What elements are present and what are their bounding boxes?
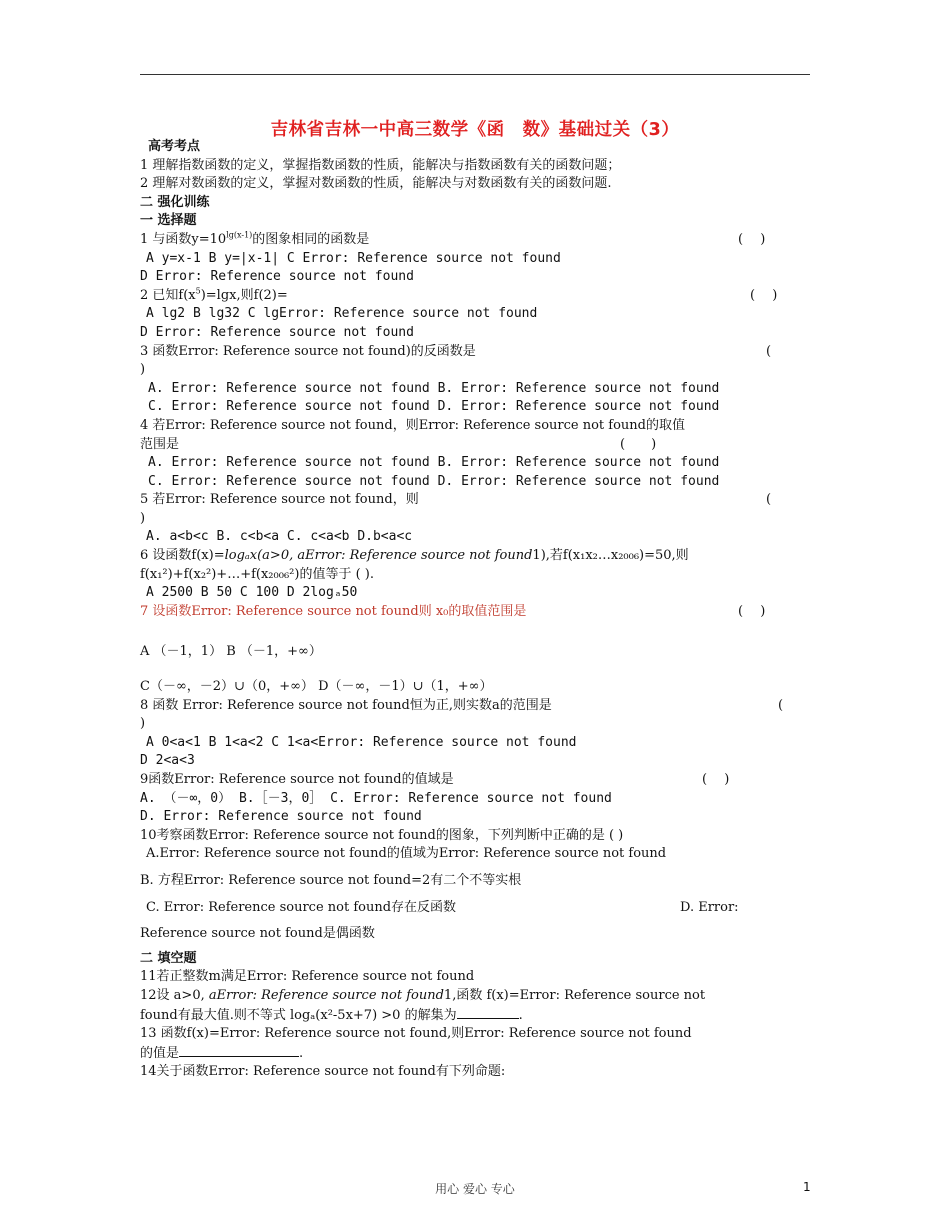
question-11: 11若正整数m满足Error: Reference source not found: [140, 969, 475, 985]
question-8: 8 函数 Error: Reference source not found恒为正,则实数a的范围是 (: [140, 697, 784, 713]
question-1: 1 与函数$y=10^{lg(x-1)}$的图象相同的函数是 ( ): [140, 231, 810, 250]
options: A y=x-1 B y=|x-1| C Error: Reference source not found: [146, 250, 561, 266]
answer-bracket: ( ): [750, 287, 778, 303]
option-a: A.Error: Reference source not found的值域为Error: Reference source not found: [146, 846, 667, 862]
options: C. Error: Reference source not found D. Error: Reference source not found: [148, 399, 720, 415]
section-heading: 二 强化训练: [140, 194, 210, 210]
question-14: 14关于函数Error: Reference source not found有下列命题:: [140, 1064, 506, 1080]
question-10: 10考察函数Error: Reference source not found的图象，下列判断中正确的是 ( ): [140, 827, 624, 843]
answer-bracket: ( ): [620, 436, 657, 452]
options: A. a<b<c B. c<b<a C. c<a<b D.b<a<c: [146, 529, 413, 545]
options: A 2500 B 50 C 100 D 2logₐ50: [146, 585, 358, 601]
answer-bracket: ( ): [702, 772, 730, 787]
paragraph: 1 理解指数函数的定义，掌握指数函数的性质，能解决与指数函数有关的函数问题；: [140, 157, 621, 173]
question-2: 2 已知$f(x^5)=\lg x$,则f(2)= ( ): [140, 287, 810, 306]
options: C（－∞，－2）∪（0，+∞） D（－∞，－1）∪（1，+∞）: [140, 679, 493, 695]
answer-blank: [179, 1044, 299, 1057]
section-heading: 二 填空题: [140, 950, 197, 966]
document-body: 高考考点 1 理解指数函数的定义，掌握指数函数的性质，能解决与指数函数有关的函数问题； 2 理解对数函数的定义，掌握对数函数的性质，能解决与对数函数有关的函数问题. 二 强化训练 一 选择题 1 与函数$y=10^{lg(x-1)}$的图象相同的函数是 ( ) A y=x-1 B y=|x-1| C Error: Reference source not found D Error: Reference source not found 2 已知$f(x^5)=\lg x$,则f(2)= ( ) A lg2 B lg32 C lgError: Reference source not found D Error: Reference source not found 3 函数Error: Reference source not found)的反函数是 ( ) A. Error: Reference source not found B. Error: Reference source not found C. Error: Reference source not found D. Error: Reference source not found 4 若Error: Reference source not found，则Error: Reference source not found的取值 范围是 ( ) A. Error: Reference source not found B. Error: Reference source not found C. Error: Reference source not found D. Error: Reference source not found 5 若Error: Reference source not found，则 ( ) A. a<b<c B. c<b<a C. c<a<b D.b<a<c 6 设函数f(x)=logₐx(a>0, aError: Reference source not found1),若f(x₁x₂…x₂₀₀₆)=50,则 f(x₁²)+f(x₂²)+…+f(x₂₀₀₆²)的值等于 ( ). A 2500 B 50 C 100 D 2logₐ50 7 设函数Error: Reference source not found则 x₀的取值范围是 ( ) A （－1，1） B （－1，+∞） C（－∞，－2）∪（0，+∞） D（－∞，－1）∪（1，+∞） 8 函数 Error: Reference source not found恒为正,则实数a的范围是 ( ) A 0<a<1 B 1<a<2 C 1<a<Error: Reference source not found D 2<a<3 9函数Error: Reference source not found的值域是 ( ) A. （－∞，0） B.［－3，0］ C. Error: Reference source not found D. Error: Reference source not found 10考察函数Error: Reference source not found的图象，下列判断中正确的是 ( ) A.Error: Reference source not found的值域为Error: Reference source not found B. 方程Error: Reference source not found=2有二个不等实根 C. Error: Reference source not found存在反函数 D. Error: Reference source not found是偶函数 二 填空题 11若正整数m满足Error: Reference source not found 12设 a>0, aError: Reference source not found1,函数 f(x)=Error: Reference source not found有最大值.则不等式 logₐ(x²-5x+7) >0 的解集为 . 13 函数f(x)=Error: Reference source not found,则Error: Reference source not found 的值是 . 14关于函数Error: Reference source not found有下列命题:: [140, 138, 810, 1082]
option-d: D Error: Reference source not found: [140, 269, 414, 285]
option-d: D Error: Reference source not found: [140, 324, 414, 340]
page-footer: 用心 爱心 专心: [435, 1182, 515, 1196]
option-d: D 2<a<3: [140, 753, 195, 769]
question-9: 9函数Error: Reference source not found的值域是 ( ): [140, 771, 810, 790]
section-heading: 一 选择题: [140, 213, 197, 229]
option-b: B. 方程Error: Reference source not found=2有二个不等实根: [140, 872, 522, 888]
options: A lg2 B lg32 C lgError: Reference source not found: [146, 306, 538, 322]
page-number: 1: [803, 1180, 811, 1194]
options: A. Error: Reference source not found B. Error: Reference source not found: [148, 455, 720, 471]
header-rule: [140, 74, 810, 75]
section-heading: 高考考点: [148, 139, 201, 154]
options: C. Error: Reference source not found D. Error: Reference source not found: [148, 473, 720, 489]
document-title: 吉林省吉林一中高三数学《函 数》基础过关（3）: [270, 120, 680, 140]
options: A 0<a<1 B 1<a<2 C 1<a<Error: Reference source not found: [146, 734, 577, 750]
option-c-d: C. Error: Reference source not found存在反函数 D. Error:: [146, 899, 739, 915]
answer-bracket: ( ): [738, 603, 766, 619]
options: A （－1，1） B （－1，+∞）: [140, 644, 322, 660]
options: A. （－∞，0） B.［－3，0］ C. Error: Reference source not found: [140, 790, 612, 806]
question-4: 4 若Error: Reference source not found，则Error: Reference source not found的取值: [140, 417, 685, 433]
question-5: 5 若Error: Reference source not found，则 (: [140, 492, 772, 508]
paragraph: 2 理解对数函数的定义，掌握对数函数的性质，能解决与对数函数有关的函数问题.: [140, 176, 612, 192]
question-7: 7 设函数Error: Reference source not found则 x₀的取值范围是 ( ): [140, 603, 810, 622]
question-3: 3 函数Error: Reference source not found)的反函数是 (: [140, 343, 772, 359]
options: A. Error: Reference source not found B. Error: Reference source not found: [148, 380, 720, 396]
question-13: 13 函数f(x)=Error: Reference source not found,则Error: Reference source not found: [140, 1026, 692, 1042]
answer-blank: [457, 1006, 519, 1019]
option-d: D. Error: Reference source not found: [140, 809, 422, 825]
question-6: 6 设函数f(x)=logₐx(a>0, aError: Reference source not found1),若f(x₁x₂…x₂₀₀₆)=50,则: [140, 548, 689, 564]
question-12: 12设 a>0, aError: Reference source not found1,函数 f(x)=Error: Reference source not: [140, 987, 706, 1003]
answer-bracket: ( ): [738, 231, 766, 247]
